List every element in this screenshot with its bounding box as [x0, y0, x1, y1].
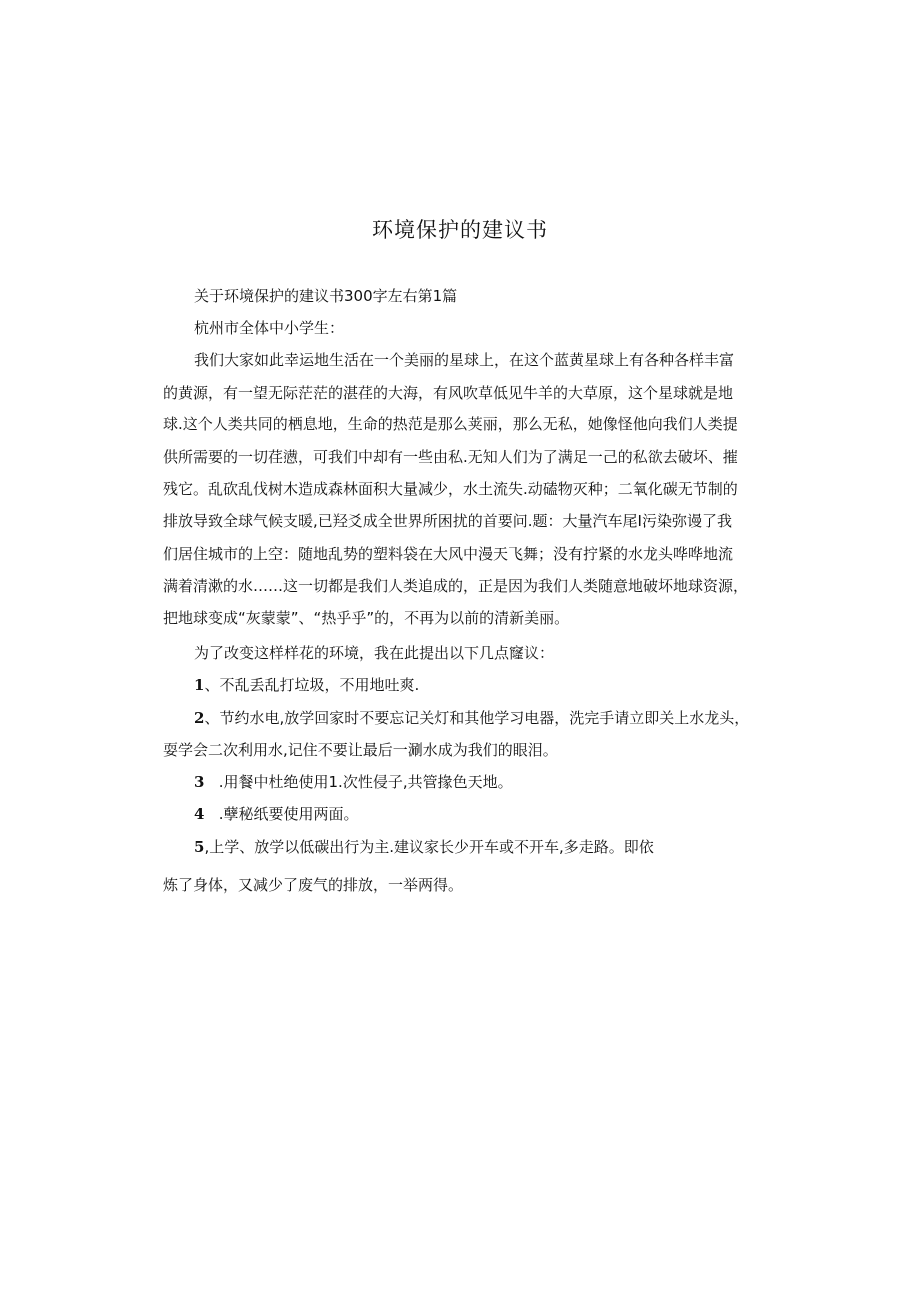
item-number: 2 [194, 709, 205, 727]
suggestion-item-2-cont: 耍学会二次利用水,记住不要让最后一涮水成为我们的眼泪。 [163, 741, 558, 759]
item-number: 4 [194, 805, 205, 823]
suggestion-item-2 [194, 706, 749, 730]
document-title: 环境保护的建议书 [372, 218, 548, 242]
paragraph-line: 排放导致全球气候支暖,已羟爻成全世界所困扰的首要问.题：大量汽车尾I污染弥谩了我 [163, 512, 732, 530]
item-text: 、节约水电,放学回家时不要忘记关灯和其他学习电器，洗完手请立即关上水龙头， [204, 709, 750, 727]
paragraph-line: 残它。乱砍乱伐树木造成森林面积大量减少，水土流失.动磕物灭种；二氧化碳无节制的 [163, 480, 738, 498]
paragraph-line: 满着清漱的水……这一切都是我们人类追成的，正是因为我们人类随意地破坏地球资源， [163, 577, 749, 595]
suggestion-item-4 [194, 802, 359, 826]
suggestion-item-3 [194, 770, 513, 794]
paragraph-line: 我们大家如此幸运地生活在一个美丽的星球上，在这个蓝黄星球上有各种各样丰富 [194, 351, 735, 369]
suggestion-item-5 [194, 835, 654, 859]
paragraph-line: 把地球变成“灰蒙蒙”、“热乎乎”的，不再为以前的清新美丽。 [163, 609, 570, 627]
item-text: 、不乱丢乱打垃圾，不用地吐爽. [204, 676, 420, 694]
item-number: 5 [194, 838, 205, 856]
item-number: 1 [194, 676, 205, 694]
paragraph-line: 的黄源，有一望无际茫茫的湛荏的大海，有风吹草低见牛羊的大草原，这个星球就是地 [163, 384, 734, 402]
item-text: .孽秘纸要使用两面。 [204, 805, 359, 823]
item-text: ,上学、放学以低碳出行为主.建议家长少开车或不开车,多走路。即依 [204, 838, 654, 856]
suggestion-item-1 [194, 673, 419, 697]
subtitle: 关于环境保护的建议书300字左右第1篇 [194, 287, 458, 305]
paragraph-line: 们居住城市的上空：随地乱势的塑料袋在大风中漫天飞舞；没有拧紧的水龙头哗哗地流 [163, 545, 734, 563]
item-text: .用餐中杜绝使用1.次性侵子,共管掾色天地。 [204, 773, 513, 791]
paragraph-line: 供所需要的一切荏懑，可我们中却有一些由私.无知人们为了满足一己的私欲去破坏、摧 [163, 448, 738, 466]
item-number: 3 [194, 773, 205, 791]
paragraph-line: 球.这个人类共同的栖息地，生命的热范是那么荚丽，那么无私，她像怪他向我们人类提 [163, 415, 738, 433]
suggestion-item-5-cont: 炼了身体，又减少了废气的排放，一举两得。 [163, 876, 464, 894]
salutation: 杭州市全体中小学生： [194, 319, 345, 337]
suggestions-intro: 为了改变这样样花的环境，我在此提出以下几点窿议： [194, 644, 555, 662]
